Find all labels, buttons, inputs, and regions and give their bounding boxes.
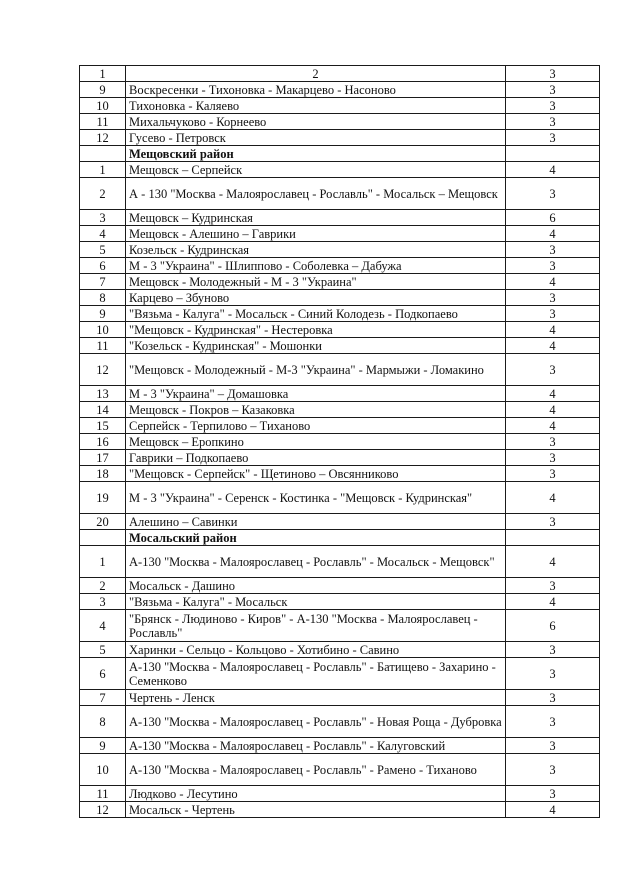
road-category: 6 xyxy=(506,610,600,642)
row-number: 11 xyxy=(80,114,126,130)
table-row xyxy=(80,402,600,418)
road-name: Мещовск – Еропкино xyxy=(126,434,506,450)
row-number: 5 xyxy=(80,642,126,658)
road-name: "Мещовск - Серпейск" - Щетиново – Овсянниково xyxy=(126,466,506,482)
row-number: 12 xyxy=(80,354,126,386)
table-row xyxy=(80,658,600,690)
road-name: Карцево – Збуново xyxy=(126,290,506,306)
district-title: Мосальский район xyxy=(126,530,506,546)
row-number: 18 xyxy=(80,466,126,482)
road-category: 3 xyxy=(506,514,600,530)
road-category: 4 xyxy=(506,322,600,338)
road-name: Гусево - Петровск xyxy=(126,130,506,146)
road-name: Людково - Лесутино xyxy=(126,786,506,802)
road-name: "Мещовск - Молодежный - М-3 "Украина" - Мармыжи - Ломакино xyxy=(126,354,506,386)
road-name: Мещовск - Молодежный - М - 3 "Украина" xyxy=(126,274,506,290)
district-empty-cell xyxy=(80,530,126,546)
road-category: 3 xyxy=(506,354,600,386)
table-row xyxy=(80,578,600,594)
road-category: 3 xyxy=(506,178,600,210)
row-number: 1 xyxy=(80,546,126,578)
row-number: 11 xyxy=(80,786,126,802)
district-empty-cell xyxy=(80,146,126,162)
road-name: А - 130 "Москва - Малоярославец - Рославль" - Мосальск – Мещовск xyxy=(126,178,506,210)
table-row xyxy=(80,258,600,274)
road-name: Мещовск - Алешино – Гаврики xyxy=(126,226,506,242)
road-name: "Брянск - Людиново - Киров" - А-130 "Москва - Малоярославец - Рославль" xyxy=(126,610,506,642)
header-col-road: 2 xyxy=(126,66,506,82)
road-name: Гаврики – Подкопаево xyxy=(126,450,506,466)
road-category: 3 xyxy=(506,290,600,306)
road-category: 3 xyxy=(506,306,600,322)
table-row xyxy=(80,450,600,466)
road-category: 3 xyxy=(506,82,600,98)
row-number: 17 xyxy=(80,450,126,466)
table-header-row xyxy=(80,66,600,82)
table-row xyxy=(80,514,600,530)
road-category: 3 xyxy=(506,690,600,706)
row-number: 9 xyxy=(80,306,126,322)
road-category: 3 xyxy=(506,450,600,466)
road-category: 3 xyxy=(506,98,600,114)
table-row xyxy=(80,482,600,514)
road-category: 3 xyxy=(506,466,600,482)
table-row xyxy=(80,98,600,114)
road-category: 3 xyxy=(506,130,600,146)
table-row xyxy=(80,610,600,642)
road-name: А-130 "Москва - Малоярославец - Рославль" - Новая Роща - Дубровка xyxy=(126,706,506,738)
road-category: 4 xyxy=(506,482,600,514)
road-category: 6 xyxy=(506,210,600,226)
row-number: 3 xyxy=(80,210,126,226)
row-number: 15 xyxy=(80,418,126,434)
table-row xyxy=(80,210,600,226)
road-name: "Козельск - Кудринская" - Мошонки xyxy=(126,338,506,354)
table-row xyxy=(80,306,600,322)
row-number: 4 xyxy=(80,226,126,242)
road-name: Михальчуково - Корнеево xyxy=(126,114,506,130)
table-row xyxy=(80,546,600,578)
road-category: 4 xyxy=(506,802,600,818)
row-number: 1 xyxy=(80,162,126,178)
table-row xyxy=(80,754,600,786)
header-col-number: 1 xyxy=(80,66,126,82)
road-category: 3 xyxy=(506,578,600,594)
road-name: Алешино – Савинки xyxy=(126,514,506,530)
row-number: 7 xyxy=(80,274,126,290)
road-category: 3 xyxy=(506,114,600,130)
district-empty-cell xyxy=(506,146,600,162)
row-number: 10 xyxy=(80,322,126,338)
road-name: А-130 "Москва - Малоярославец - Рославль" - Калуговский xyxy=(126,738,506,754)
row-number: 12 xyxy=(80,130,126,146)
road-category: 4 xyxy=(506,402,600,418)
road-category: 3 xyxy=(506,754,600,786)
road-name: Мещовск – Серпейск xyxy=(126,162,506,178)
table-row xyxy=(80,386,600,402)
road-name: М - 3 "Украина" - Серенск - Костинка - "Мещовск - Кудринская" xyxy=(126,482,506,514)
road-name: Козельск - Кудринская xyxy=(126,242,506,258)
table-row xyxy=(80,354,600,386)
road-name: "Вязьма - Калуга" - Мосальск - Синий Колодезь - Подкопаево xyxy=(126,306,506,322)
road-name: М - 3 "Украина" – Домашовка xyxy=(126,386,506,402)
road-name: Чертень - Ленск xyxy=(126,690,506,706)
road-name: "Вязьма - Калуга" - Мосальск xyxy=(126,594,506,610)
road-category: 3 xyxy=(506,434,600,450)
road-name: М - 3 "Украина" - Шлиппово - Соболевка – Дабужа xyxy=(126,258,506,274)
road-category: 3 xyxy=(506,242,600,258)
road-category: 4 xyxy=(506,274,600,290)
row-number: 6 xyxy=(80,658,126,690)
table-row xyxy=(80,162,600,178)
road-category: 3 xyxy=(506,738,600,754)
road-name: Мещовск – Кудринская xyxy=(126,210,506,226)
header-col-category: 3 xyxy=(506,66,600,82)
road-category: 4 xyxy=(506,162,600,178)
road-category: 3 xyxy=(506,658,600,690)
row-number: 11 xyxy=(80,338,126,354)
table-row xyxy=(80,802,600,818)
row-number: 13 xyxy=(80,386,126,402)
row-number: 2 xyxy=(80,178,126,210)
row-number: 16 xyxy=(80,434,126,450)
table-row xyxy=(80,242,600,258)
table-row xyxy=(80,738,600,754)
table-row xyxy=(80,178,600,210)
row-number: 19 xyxy=(80,482,126,514)
road-category: 4 xyxy=(506,338,600,354)
table-row xyxy=(80,130,600,146)
row-number: 3 xyxy=(80,594,126,610)
road-category: 3 xyxy=(506,642,600,658)
row-number: 9 xyxy=(80,82,126,98)
road-category: 4 xyxy=(506,226,600,242)
table-row xyxy=(80,690,600,706)
road-name: Мосальск - Чертень xyxy=(126,802,506,818)
roads-table-body xyxy=(80,66,600,818)
road-name: Мещовск - Покров – Казаковка xyxy=(126,402,506,418)
road-name: А-130 "Москва - Малоярославец - Рославль" - Батищево - Захарино - Семенково xyxy=(126,658,506,690)
row-number: 2 xyxy=(80,578,126,594)
road-category: 3 xyxy=(506,258,600,274)
row-number: 20 xyxy=(80,514,126,530)
road-category: 3 xyxy=(506,706,600,738)
road-category: 4 xyxy=(506,418,600,434)
road-category: 4 xyxy=(506,546,600,578)
table-row xyxy=(80,338,600,354)
road-name: А-130 "Москва - Малоярославец - Рославль" - Рамено - Тиханово xyxy=(126,754,506,786)
district-header-row xyxy=(80,146,600,162)
row-number: 9 xyxy=(80,738,126,754)
road-category: 3 xyxy=(506,786,600,802)
table-row xyxy=(80,642,600,658)
table-row xyxy=(80,226,600,242)
table-row xyxy=(80,466,600,482)
table-row xyxy=(80,322,600,338)
road-name: "Мещовск - Кудринская" - Нестеровка xyxy=(126,322,506,338)
row-number: 12 xyxy=(80,802,126,818)
table-row xyxy=(80,786,600,802)
row-number: 8 xyxy=(80,706,126,738)
district-title: Мещовский район xyxy=(126,146,506,162)
row-number: 5 xyxy=(80,242,126,258)
table-row xyxy=(80,418,600,434)
table-row xyxy=(80,434,600,450)
road-name: А-130 "Москва - Малоярославец - Рославль" - Мосальск - Мещовск" xyxy=(126,546,506,578)
road-name: Серпейск - Терпилово – Тиханово xyxy=(126,418,506,434)
table-row xyxy=(80,706,600,738)
row-number: 10 xyxy=(80,98,126,114)
road-name: Воскресенки - Тихоновка - Макарцево - Насоново xyxy=(126,82,506,98)
table-row xyxy=(80,82,600,98)
district-empty-cell xyxy=(506,530,600,546)
road-name: Харинки - Сельцо - Кольцово - Хотибино - Савино xyxy=(126,642,506,658)
roads-table xyxy=(79,65,600,818)
row-number: 10 xyxy=(80,754,126,786)
table-row xyxy=(80,114,600,130)
table-row xyxy=(80,274,600,290)
table-row xyxy=(80,594,600,610)
row-number: 7 xyxy=(80,690,126,706)
road-category: 4 xyxy=(506,594,600,610)
road-category: 4 xyxy=(506,386,600,402)
row-number: 14 xyxy=(80,402,126,418)
row-number: 6 xyxy=(80,258,126,274)
row-number: 4 xyxy=(80,610,126,642)
row-number: 8 xyxy=(80,290,126,306)
district-header-row xyxy=(80,530,600,546)
table-row xyxy=(80,290,600,306)
road-name: Мосальск - Дашино xyxy=(126,578,506,594)
road-name: Тихоновка - Каляево xyxy=(126,98,506,114)
